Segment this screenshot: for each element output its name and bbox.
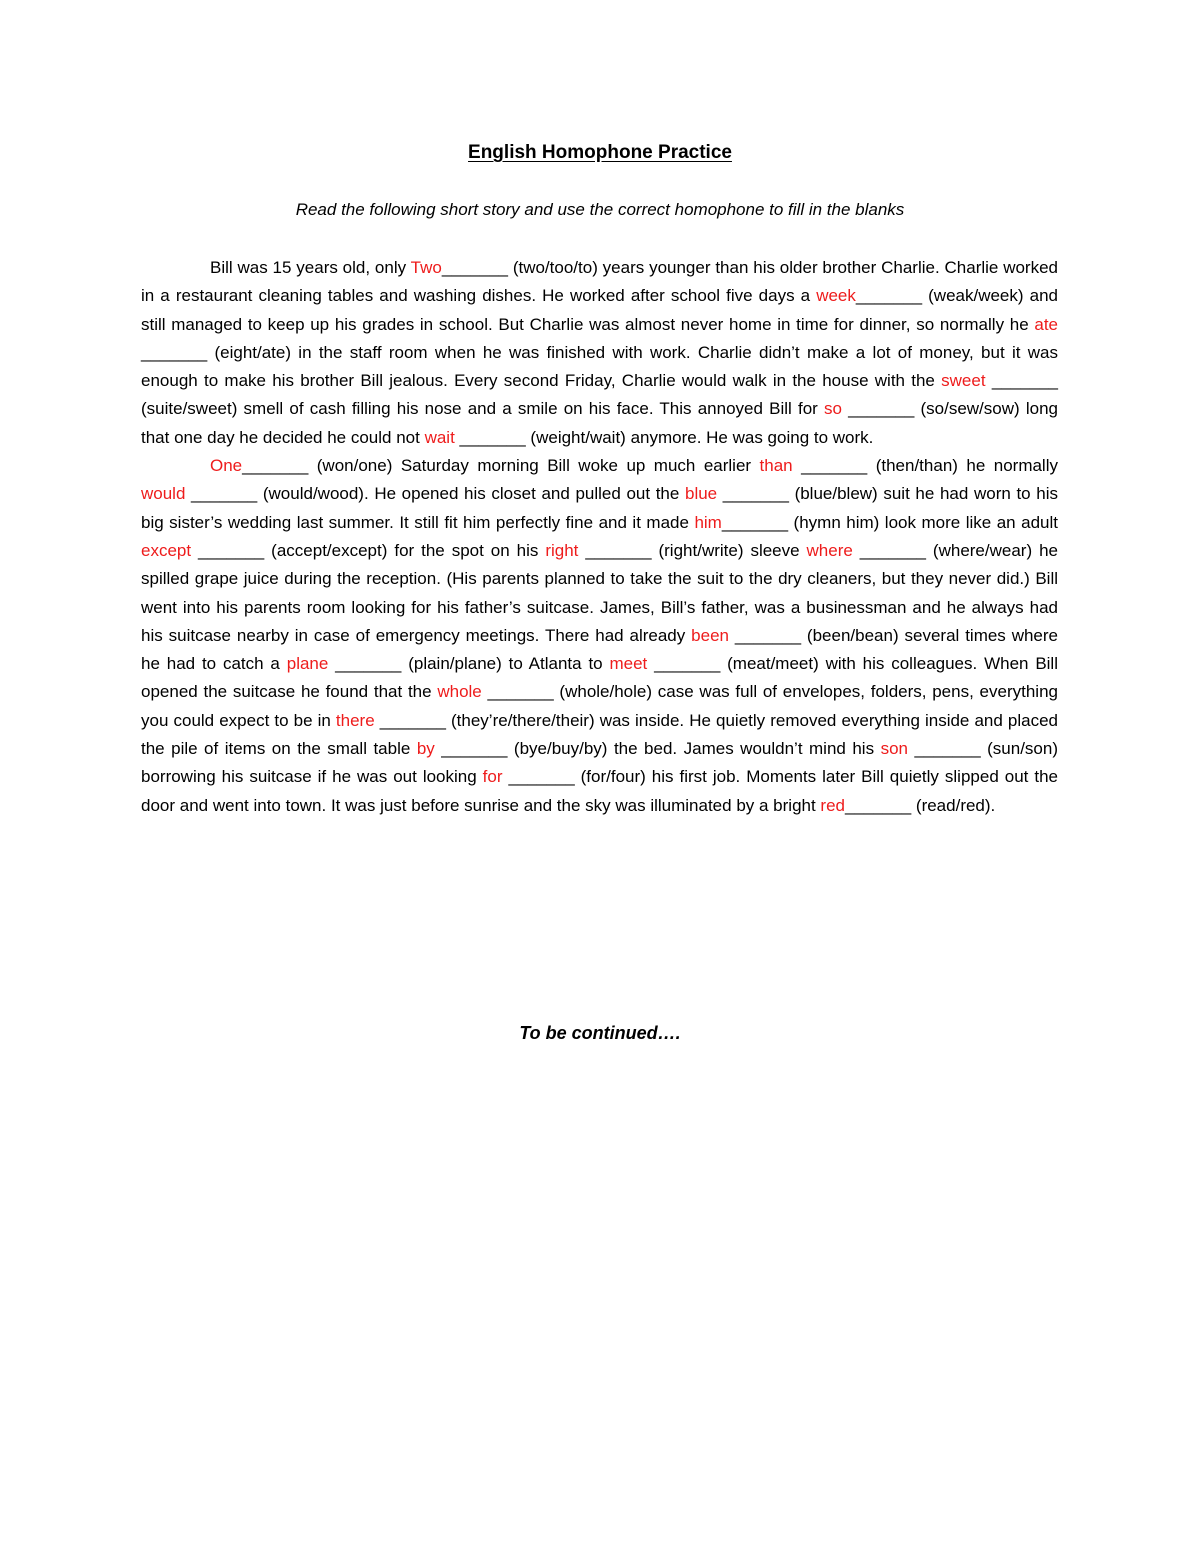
story-text: _______ (been/bean) several times where he had to catch a	[141, 625, 1058, 674]
answer-word: except	[141, 540, 192, 560]
answer-word: One	[210, 456, 243, 476]
story-paragraph	[141, 452, 1058, 820]
answer-word: ate	[1034, 314, 1058, 334]
answer-word: meet	[609, 654, 648, 674]
instructions: Read the following short story and use the correct homophone to fill in the blanks	[295, 200, 905, 219]
answer-word: would	[141, 484, 186, 504]
story-body	[141, 254, 1058, 820]
story-text: _______ (two/too/to) years younger than his older brother Charlie. Charlie worked in a restaurant cleaning tables and washing dishes. He worked after school five days a	[141, 258, 1058, 306]
story-text: _______ (weight/wait) anymore. He was going to work.	[454, 427, 874, 447]
story-text: _______ (bye/buy/by) the bed. James wouldn’t mind his	[434, 739, 881, 759]
story-text: _______ (they’re/there/their) was inside. He quietly removed everything inside and placed the pile of items on the small table	[141, 710, 1058, 759]
answer-word: sweet	[941, 371, 986, 391]
answer-word: than	[759, 456, 793, 476]
answer-word: son	[880, 739, 908, 759]
story-text: _______ (eight/ate) in the staff room when he was finished with work. Charlie didn’t make a lot of money, but it was enough to make his brother Bill jealous. Every second Friday, Charlie would walk in the house with the	[141, 342, 1058, 391]
story-text: _______ (weak/week) and still managed to keep up his grades in school. But Charlie was almost never home in time for dinner, so normally he	[141, 286, 1058, 334]
story-text: _______ (for/four) his first job. Moments later Bill quietly slipped out the door and went into town. It was just before sunrise and the sky was illuminated by a bright	[141, 767, 1058, 815]
story-text: _______ (where/wear) he spilled grape juice during the reception. (His parents planned to take the suit to the dry cleaners, but they never did.) Bill went into his parents room looking for his father’s suitcase. James, Bill’s father, was a businessman and he always had his suitcase nearby in case of emergency meetings. There had already	[141, 540, 1058, 645]
story-text: _______ (then/than) he normally	[792, 456, 1058, 476]
answer-word: red	[820, 795, 845, 815]
story-text: Bill was 15 years old, only	[210, 258, 411, 277]
answer-word: there	[335, 710, 375, 730]
story-text: _______ (whole/hole) case was full of envelopes, folders, pens, everything you could expect to be in	[141, 682, 1058, 730]
story-text: _______ (hymn him) look more like an adult	[721, 512, 1058, 532]
answer-word: where	[806, 540, 853, 560]
answer-word: blue	[684, 484, 718, 504]
story-text: _______ (plain/plane) to Atlanta to	[328, 654, 610, 674]
answer-word: him	[694, 512, 722, 532]
page-title: English Homophone Practice	[468, 142, 732, 163]
story-text: _______ (so/sew/sow) long that one day he decided he could not	[141, 399, 1058, 447]
answer-word: for	[482, 767, 503, 787]
story-text: _______ (would/wood). He opened his closet and pulled out the	[185, 484, 685, 504]
answer-word: been	[691, 625, 729, 645]
answer-word: right	[545, 540, 579, 560]
story-paragraph	[141, 254, 1058, 452]
answer-word: Two	[410, 258, 442, 277]
story-text: _______ (blue/blew) suit he had worn to his big sister’s wedding last summer. It still fit him perfectly fine and it made	[141, 484, 1058, 532]
story-text: _______ (won/one) Saturday morning Bill woke up much earlier	[242, 456, 760, 476]
answer-word: plane	[286, 654, 329, 674]
to-be-continued: To be continued….	[519, 1023, 681, 1043]
story-text: _______ (meat/meet) with his colleagues. When Bill opened the suitcase he found that the	[141, 654, 1058, 702]
story-text: _______ (sun/son) borrowing his suitcase if he was out looking	[141, 739, 1059, 787]
answer-word: so	[823, 399, 842, 419]
story-text: _______ (right/write) sleeve	[578, 540, 807, 560]
answer-word: whole	[437, 682, 482, 702]
answer-word: wait	[424, 427, 455, 447]
answer-word: week	[816, 286, 856, 306]
story-text: _______ (read/red).	[845, 795, 996, 815]
answer-word: by	[416, 739, 435, 759]
story-text: _______ (accept/except) for the spot on his	[191, 540, 546, 560]
story-text: _______ (suite/sweet) smell of cash filling his nose and a smile on his face. This annoyed Bill for	[141, 371, 1058, 419]
